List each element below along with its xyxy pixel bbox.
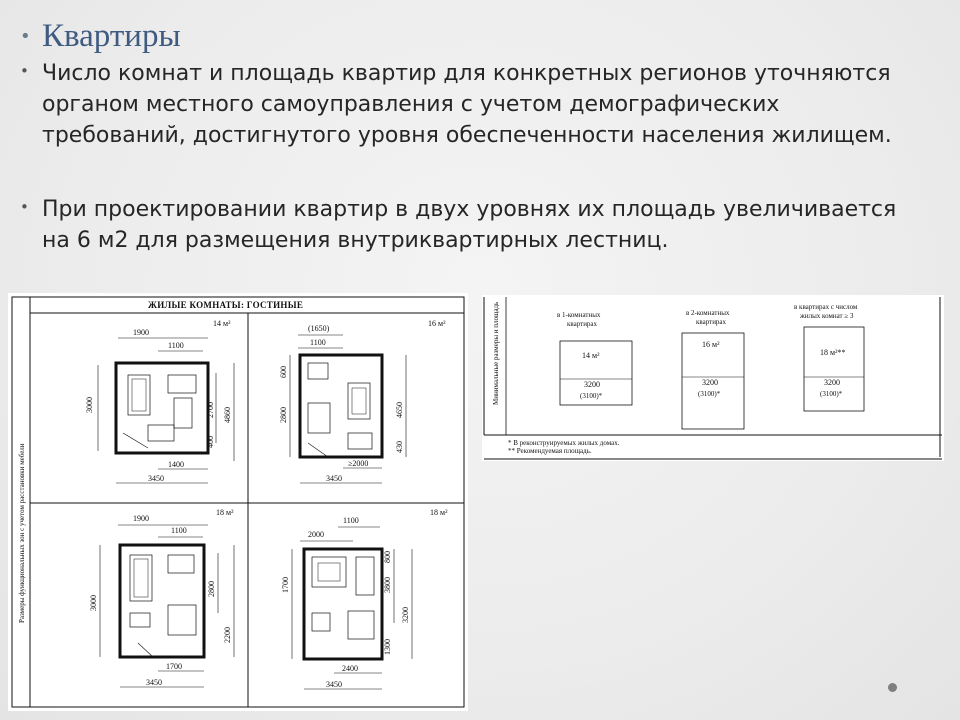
plan-area: 14 м² (213, 319, 231, 328)
plan-2 (279, 319, 446, 483)
dim-label: 3450 (326, 474, 342, 483)
plan-area: 16 м² (428, 319, 446, 328)
bullet-paragraph-1 (20, 58, 930, 151)
room-area: 14 м² (582, 351, 600, 360)
room-area: 18 м²** (820, 348, 846, 357)
room-width-note: (3100)* (820, 390, 843, 398)
dim-label: 400 (206, 436, 215, 448)
floor-plans-figure (8, 293, 468, 711)
room-size-table-figure (482, 295, 944, 461)
dim-label: 430 (395, 441, 404, 453)
dim-label: 1700 (166, 662, 182, 671)
dim-label: 1900 (133, 514, 149, 523)
plan-area: 18 м² (216, 508, 234, 517)
dim-label: 1300 (383, 639, 392, 655)
dim-label: 1100 (310, 338, 326, 347)
dim-label: 3450 (326, 680, 342, 689)
dim-label: 2200 (223, 627, 232, 643)
dim-label: 3800 (383, 577, 392, 593)
dim-label: 800 (383, 551, 392, 563)
column-heading: в 2-комнатных (686, 309, 730, 317)
dim-label: 3450 (146, 678, 162, 687)
column-heading: жилых комнат ≥ 3 (800, 312, 854, 320)
plan-4 (281, 508, 448, 689)
dim-label: 3000 (85, 397, 94, 413)
column-heading: квартирах (696, 318, 727, 326)
bullet-text-1: Число комнат и площадь квартир для конкретных регионов уточняются органом местного самоуправления с учетом демографических требований, достигнутого уровня обеспеченности населения жилищем. (42, 61, 892, 148)
slide-dot-icon (888, 683, 897, 692)
bullet-icon: • (20, 198, 29, 216)
dim-label: 1700 (281, 577, 290, 593)
room-width: 3200 (584, 380, 600, 389)
bullet-icon: • (20, 25, 31, 47)
dim-label: 1100 (168, 341, 184, 350)
figure-side-label: Размеры функциональных зон с учетом расстановки мебели (18, 443, 26, 623)
bullet-text-2: При проектировании квартир в двух уровнях их площадь увеличивается на 6 м2 для размещения внутриквартирных лестниц. (42, 197, 897, 253)
dim-label: 1100 (171, 526, 187, 535)
dim-label: 1400 (168, 460, 184, 469)
slide-title: Квартиры (42, 18, 181, 54)
dim-label: 2000 (308, 530, 324, 539)
dim-label: 2700 (206, 402, 215, 418)
dim-label: 2800 (279, 407, 288, 423)
dim-label: 1900 (133, 328, 149, 337)
slide-title-row (20, 16, 181, 56)
dim-label: 1100 (343, 516, 359, 525)
footnote: * В реконструируемых жилых домах. (508, 439, 620, 447)
figure-header: ЖИЛЫЕ КОМНАТЫ: ГОСТИНЫЕ (148, 300, 304, 310)
bullet-paragraph-2 (20, 194, 930, 256)
footnote: ** Рекомендуемая площадь. (508, 447, 592, 455)
dim-label: (1650) (308, 324, 330, 333)
column-heading: квартирах (567, 320, 598, 328)
plan-area: 18 м² (430, 508, 448, 517)
column-2 (682, 309, 744, 429)
dim-label: 2400 (342, 664, 358, 673)
plan-1 (85, 319, 234, 483)
dim-label: 3450 (148, 474, 164, 483)
room-width: 3200 (702, 378, 718, 387)
floor-plans-drawing (8, 293, 468, 711)
column-3 (794, 303, 864, 411)
dim-label: 4650 (395, 402, 404, 418)
room-width: 3200 (824, 378, 840, 387)
column-heading: в квартирах с числом (794, 303, 858, 311)
room-size-table-drawing (482, 295, 944, 461)
dim-label: ≥2000 (348, 459, 369, 468)
dim-label: 4860 (223, 407, 232, 423)
column-1 (557, 311, 632, 405)
table-side-label: Минимальные размеры и площадь (492, 301, 500, 405)
room-width-note: (3100)* (698, 390, 721, 398)
column-heading: в 1-комнатных (557, 311, 601, 319)
room-width-note: (3100)* (580, 392, 603, 400)
dim-label: 600 (279, 366, 288, 378)
room-area: 16 м² (702, 340, 720, 349)
bullet-icon: • (20, 62, 29, 80)
dim-label: 2800 (207, 581, 216, 597)
dim-label: 3000 (89, 595, 98, 611)
dim-label: 3200 (401, 607, 410, 623)
plan-3 (89, 508, 234, 687)
